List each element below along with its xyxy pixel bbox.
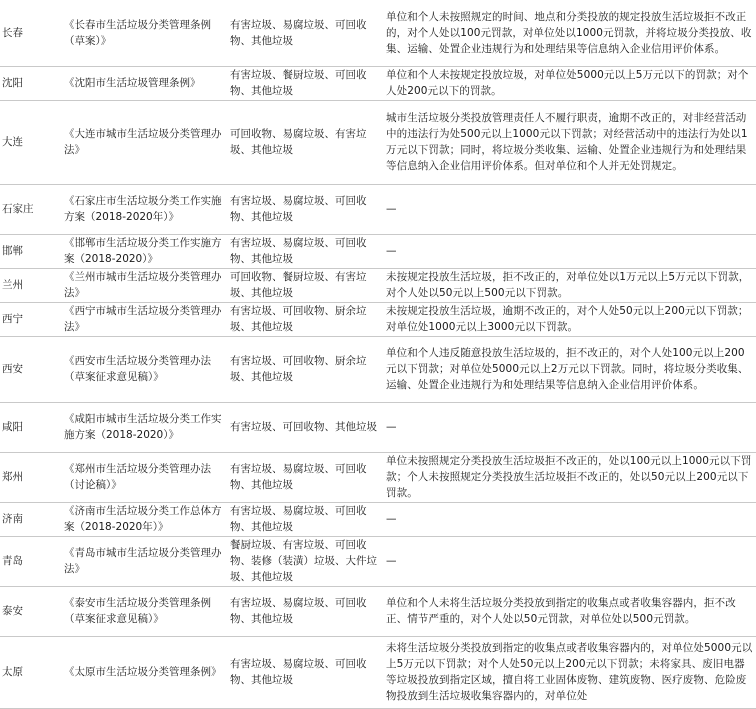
regulation-title: 《郑州市生活垃圾分类管理办法（讨论稿）》 — [64, 463, 211, 491]
table-row — [0, 336, 756, 402]
city-name: 泰安 — [2, 605, 23, 617]
city-name: 石家庄 — [2, 203, 34, 215]
table-row — [0, 234, 756, 268]
penalty-text: — — [386, 245, 397, 257]
regulation-title: 《太原市生活垃圾分类管理条例》 — [64, 666, 222, 678]
waste-categories: 有害垃圾、易腐垃圾、可回收物、其他垃圾 — [230, 237, 367, 265]
penalty-text: 单位和个人未按照规定的时间、地点和分类投放的规定投放生活垃圾拒不改正的，对个人处以100元罚款，对单位处以1000元罚款，并将垃圾分类投放、收集、运输、处置企业违规行为和处理结果等信息纳入企业信用评价体系。 — [386, 10, 752, 55]
regulation-title: 《泰安市生活垃圾分类管理条例（草案征求意见稿）》 — [64, 597, 211, 625]
waste-categories: 有害垃圾、易腐垃圾、可回收物、其他垃圾 — [230, 463, 367, 491]
city-name: 长春 — [2, 26, 23, 39]
city-name: 大连 — [2, 136, 23, 148]
penalty-text: 单位未按照规定分类投放生活垃圾拒不改正的，处以100元以上1000元以下罚款；个人未按照规定分类投放生活垃圾拒不改正的，处以50元以上200元以下罚款。 — [386, 455, 752, 499]
waste-categories: 餐厨垃圾、有害垃圾、可回收物、装修（装潢）垃圾、大件垃圾、其他垃圾 — [230, 539, 377, 583]
city-name: 太原 — [2, 666, 23, 678]
regulation-title: 《咸阳市城市生活垃圾分类工作实施方案（2018-2020）》 — [64, 413, 222, 441]
penalty-text: 单位和个人违反随意投放生活垃圾的，拒不改正的，对个人处100元以上200元以下罚款；对单位处5000元以上2万元以下罚款。同时，将垃圾分类收集、运输、处置企业违规行为和处理结果等信息纳入企业信用评价体系。 — [386, 347, 749, 391]
waste-categories: 有害垃圾、易腐垃圾、可回收物、其他垃圾 — [230, 658, 367, 686]
waste-categories: 可回收物、餐厨垃圾、有害垃圾、其他垃圾 — [230, 271, 367, 299]
city-name: 咸阳 — [2, 421, 23, 433]
city-name: 西安 — [2, 363, 23, 375]
regulation-title: 《济南市生活垃圾分类工作总体方案（2018-2020年）》 — [64, 505, 222, 533]
city-name: 济南 — [2, 513, 23, 525]
penalty-text: 单位和个人未按规定投放垃圾，对单位处5000元以上5万元以下的罚款；对个人处200元以下的罚款。 — [386, 69, 749, 97]
penalty-text: 城市生活垃圾分类投放管理责任人不履行职责，逾期不改正的，对非经营活动中的违法行为处500元以上1000元以下罚款；对经营活动中的违法行为处以1万元以下罚款；同时，将垃圾分类收集、运输、处置企业违规行为和处理结果等信息纳入企业信用评价体系。但对单位和个人并无处罚规定。 — [386, 112, 748, 172]
penalty-text: 未按规定投放生活垃圾，拒不改正的，对单位处以1万元以上5万元以下罚款，对个人处以50元以上500元以下罚款。 — [386, 271, 750, 299]
regulation-title: 《长春市生活垃圾分类管理条例（草案）》 — [64, 18, 211, 47]
table-row — [0, 66, 756, 100]
waste-categories: 有害垃圾、可回收物、其他垃圾 — [230, 421, 377, 433]
regulation-title: 《兰州市城市生活垃圾分类管理办法》 — [64, 271, 222, 299]
regulation-title: 《石家庄市生活垃圾分类工作实施方案（2018-2020年）》 — [64, 195, 222, 223]
penalty-text: 未将生活垃圾分类投放到指定的收集点或者收集容器内的，对单位处5000元以上5万元以下罚款；对个人处50元以上200元以下罚款；未将家具、废旧电器等垃圾投放到指定区域，擅自将工业固体废物、建筑废物、医疗废物、危险废物投放到生活垃圾收集容器内的，对单位处 — [386, 642, 753, 702]
waste-categories: 有害垃圾、可回收物、厨余垃圾、其他垃圾 — [230, 305, 367, 333]
waste-categories: 有害垃圾、易腐垃圾、可回收物、其他垃圾 — [230, 597, 367, 625]
waste-categories: 有害垃圾、易腐垃圾、可回收物、其他垃圾 — [230, 18, 367, 47]
table-row — [0, 586, 756, 636]
penalty-text: — — [386, 421, 397, 433]
table-row — [0, 636, 756, 708]
penalty-text: 未按规定投放生活垃圾，逾期不改正的，对个人处50元以上200元以下罚款；对单位处1000元以上3000元以下罚款。 — [386, 305, 749, 333]
city-name: 兰州 — [2, 279, 23, 291]
waste-categories: 有害垃圾、可回收物、厨余垃圾、其他垃圾 — [230, 355, 367, 383]
city-name: 西宁 — [2, 313, 23, 325]
regulation-title: 《青岛市城市生活垃圾分类管理办法》 — [64, 547, 222, 575]
regulation-title: 《西宁市城市生活垃圾分类管理办法》 — [64, 305, 222, 333]
table-row — [0, 268, 756, 302]
table-row — [0, 502, 756, 536]
waste-categories: 有害垃圾、易腐垃圾、可回收物、其他垃圾 — [230, 195, 367, 223]
penalty-text: — — [386, 555, 397, 567]
penalty-text: — — [386, 203, 397, 215]
table-row — [0, 452, 756, 502]
table-row — [0, 402, 756, 452]
regulation-title: 《邯郸市生活垃圾分类工作实施方案（2018-2020）》 — [64, 237, 222, 265]
table-row — [0, 0, 756, 66]
waste-categories: 有害垃圾、易腐垃圾、可回收物、其他垃圾 — [230, 505, 367, 533]
city-name: 青岛 — [2, 555, 23, 567]
city-name: 邯郸 — [2, 245, 23, 257]
city-name: 郑州 — [2, 471, 23, 483]
waste-categories: 有害垃圾、餐厨垃圾、可回收物、其他垃圾 — [230, 69, 367, 97]
table-row — [0, 536, 756, 586]
penalty-text: — — [386, 513, 397, 525]
table-row — [0, 184, 756, 234]
city-name: 沈阳 — [2, 77, 23, 89]
regulation-title: 《大连市城市生活垃圾分类管理办法》 — [64, 128, 222, 156]
table-row — [0, 100, 756, 184]
regulation-title: 《西安市生活垃圾分类管理办法（草案征求意见稿）》 — [64, 355, 211, 383]
regulation-title: 《沈阳市生活垃圾管理条例》 — [64, 77, 201, 89]
waste-categories: 可回收物、易腐垃圾、有害垃圾、其他垃圾 — [230, 128, 367, 156]
penalty-text: 单位和个人未将生活垃圾分类投放到指定的收集点或者收集容器内，拒不改正、情节严重的，对个人处以50元罚款，对单位处以500元罚款。 — [386, 597, 736, 625]
table-row — [0, 302, 756, 336]
